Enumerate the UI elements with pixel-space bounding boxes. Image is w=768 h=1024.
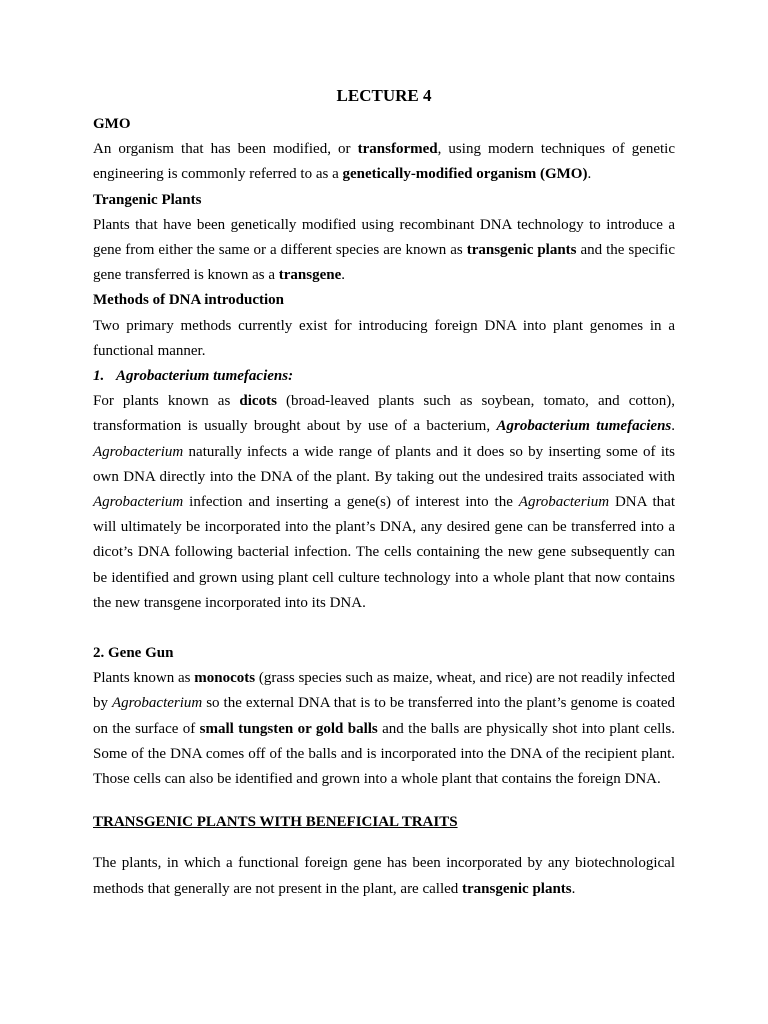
- text-run: (broad-leaved plants such as soybean, tomato, and cotton), transformation is usually brought about by use of a bacterium,: [93, 393, 676, 435]
- text-run: .: [671, 418, 675, 435]
- document-body: [93, 112, 675, 902]
- term-monocots: monocots: [194, 670, 256, 687]
- section-heading-methods: Methods of DNA introduction: [93, 292, 284, 309]
- text-run: .: [571, 880, 576, 897]
- section-heading-gmo: GMO: [93, 116, 131, 132]
- text-run: The plants, in which a functional foreign gene has been incorporated by any biotechnological methods that generally are not present in the plant, are called: [93, 855, 675, 897]
- term-transformed: transformed: [357, 141, 438, 158]
- text-run: and the specific gene transferred is known as a: [93, 242, 676, 284]
- text-run: infection and inserting a gene(s) of interest into the: [183, 494, 519, 511]
- section-heading-beneficial-traits: TRANSGENIC PLANTS WITH BENEFICIAL TRAITS: [93, 814, 458, 831]
- spacer: [93, 792, 675, 810]
- paragraph-transgenic: [93, 213, 675, 289]
- text-run: .: [587, 166, 592, 183]
- paragraph-methods: Two primary methods currently exist for introducing foreign DNA into plant genomes in a functional manner.: [93, 317, 675, 359]
- text-run: DNA that will ultimately be incorporated into the plant’s DNA, any desired gene can be transferred into a dicot’s DNA following bacterial infection. The cells containing the new gene subsequently can be identified and grown using plant cell culture technology into a whole plant that now contains the new transgene incorporated into its DNA.: [93, 494, 675, 611]
- term-agrobacterium-tumefaciens: Agrobacterium tumefaciens: [496, 418, 672, 435]
- term-agrobacterium: Agrobacterium: [93, 443, 184, 460]
- paragraph-beneficial-traits: [93, 851, 675, 901]
- term-agrobacterium: Agrobacterium: [518, 494, 610, 511]
- term-dicots: dicots: [239, 393, 277, 410]
- text-run: An organism that has been modified, or: [93, 141, 358, 158]
- list-number: 1.: [93, 368, 105, 385]
- term-gmo: genetically-modified organism (GMO): [342, 166, 588, 183]
- text-run: and the balls are physically shot into plant cells. Some of the DNA comes off of the balls and is incorporated into the DNA of the recipient plant. Those cells can also be identified and grown into a whole plant that contains the foreign DNA.: [93, 720, 675, 788]
- spacer: [93, 835, 675, 851]
- paragraph-agrobacterium: [93, 389, 675, 616]
- text-run: , using modern techniques of genetic engineering is commonly referred to as a: [93, 141, 676, 183]
- text-run: (grass species such as maize, wheat, and rice) are not readily infected by: [93, 670, 676, 712]
- text-run: so the external DNA that is to be transferred into the plant’s genome is coated on the surface of: [93, 695, 676, 737]
- term-agrobacterium: Agrobacterium: [111, 695, 203, 712]
- text-run: .: [341, 267, 346, 284]
- text-run: For plants known as: [93, 393, 240, 410]
- subsection-heading-agrobacterium: [93, 364, 675, 389]
- term-transgenic-plants: transgenic plants: [466, 242, 577, 259]
- section-heading-transgenic: Trangenic Plants: [93, 191, 202, 208]
- text-run: Plants known as: [93, 670, 195, 687]
- paragraph-gmo: [93, 137, 675, 187]
- term-transgenic-plants: transgenic plants: [462, 880, 572, 897]
- term-agrobacterium: Agrobacterium: [93, 494, 184, 511]
- paragraph-gene-gun: [93, 666, 675, 792]
- section-heading-gene-gun: 2. Gene Gun: [93, 645, 174, 662]
- spacer: [93, 616, 675, 641]
- agrobacterium-heading: Agrobacterium tumefaciens:: [116, 368, 294, 385]
- term-transgene: transgene: [278, 267, 342, 284]
- text-run: Plants that have been genetically modified using recombinant DNA technology to introduce a gene from either the same or a different species are known as: [93, 216, 675, 259]
- text-run: naturally infects a wide range of plants and it does so by inserting some of its own DNA directly into the DNA of the plant. By taking out the undesired traits associated with: [93, 443, 675, 485]
- page-title: LECTURE 4: [336, 86, 432, 105]
- term-tungsten-gold-balls: small tungsten or gold balls: [199, 720, 378, 737]
